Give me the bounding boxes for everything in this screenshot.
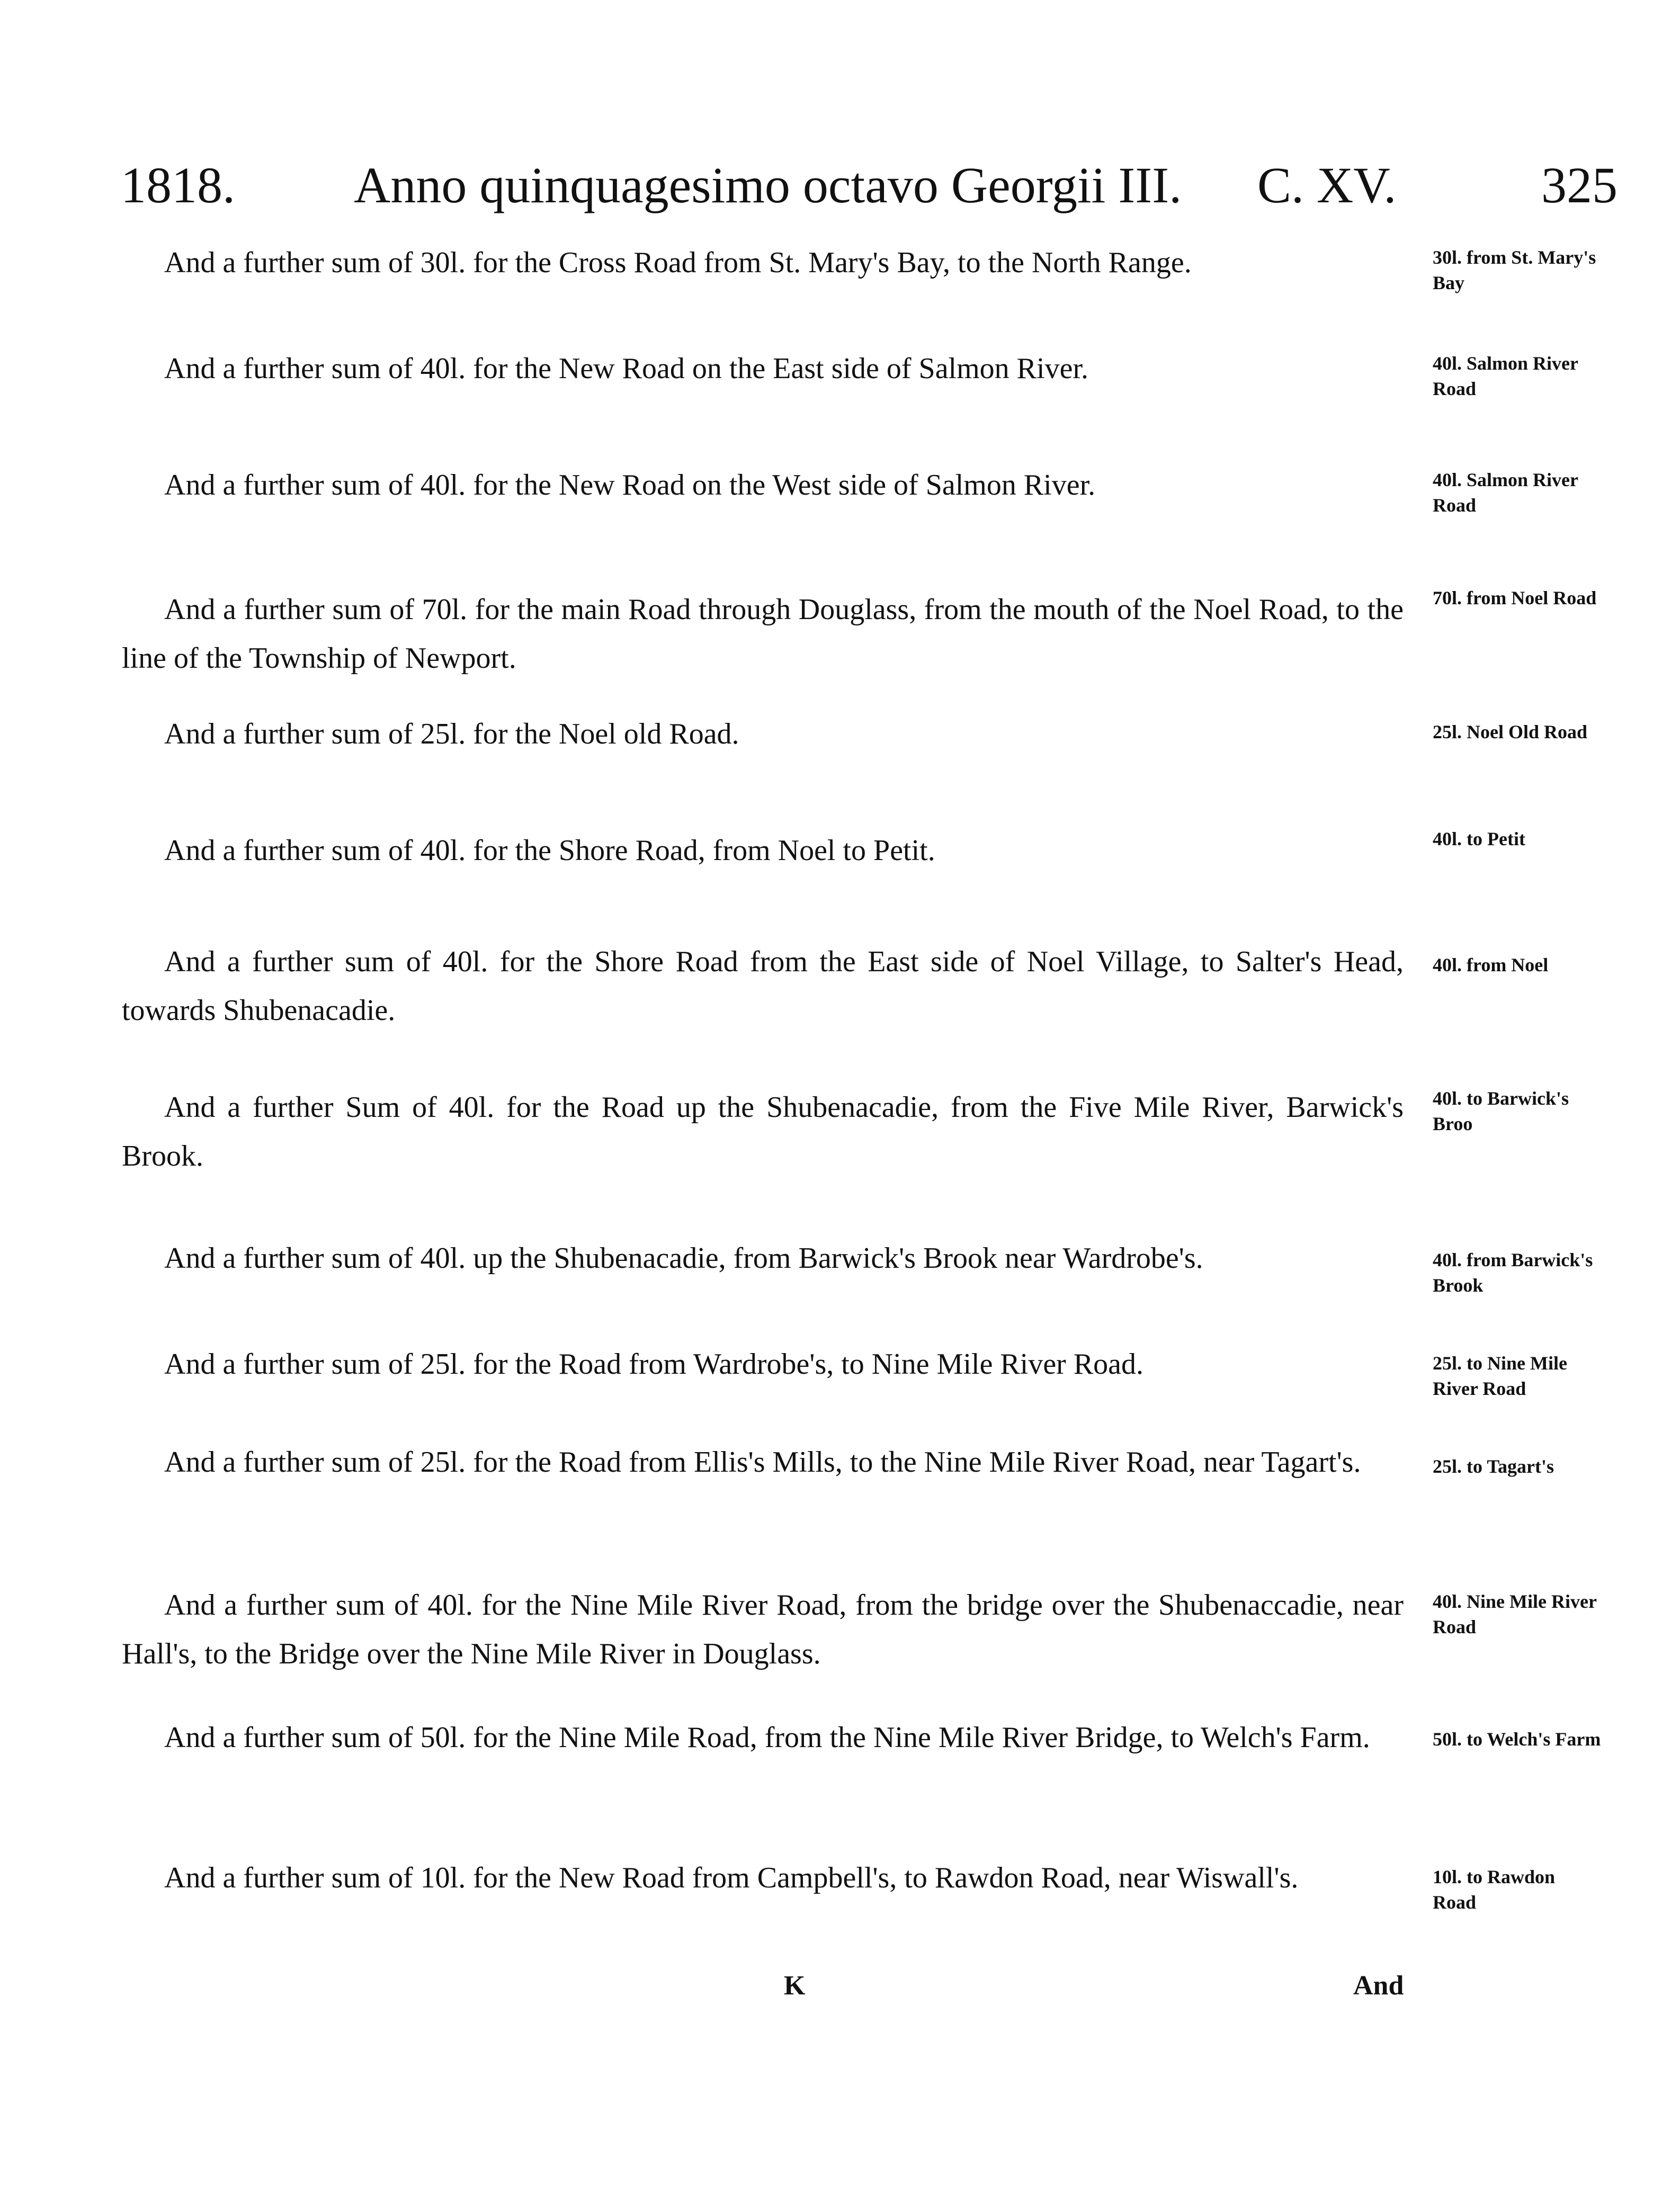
marginal-note: 40l. Nine Mile River Road xyxy=(1433,1591,1597,1637)
entry-paragraph xyxy=(122,344,1404,393)
marginal-note: 10l. to Rawdon Road xyxy=(1433,1866,1556,1913)
entry-paragraph xyxy=(122,1581,1404,1678)
entry-paragraph xyxy=(122,1713,1404,1762)
entry-paragraph xyxy=(122,710,1404,758)
entry-paragraph xyxy=(122,1234,1404,1283)
catchword: And xyxy=(1353,1971,1404,2001)
entry-text: And a further sum of 40l. for the New Road on the West side of Salmon River. xyxy=(164,469,1096,502)
entry-text: And a further sum of 40l. up the Shubenacadie, from Barwick's Brook near Wardrobe's. xyxy=(164,1242,1203,1275)
marginal-note: 40l. Salmon River Road xyxy=(1433,469,1578,516)
entry-paragraph xyxy=(122,1854,1404,1902)
entry-text: And a further sum of 25l. for the Road from Wardrobe's, to Nine Mile River Road. xyxy=(164,1348,1144,1381)
entry-text: And a further Sum of 40l. for the Road up the Shubenacadie, from the Five Mile River, Barwick's Brook. xyxy=(122,1091,1404,1172)
marginal-note: 25l. Noel Old Road xyxy=(1433,721,1588,742)
header-chapter: C. XV. xyxy=(1257,157,1397,213)
signature-mark: K xyxy=(784,1971,806,2001)
entry-paragraph xyxy=(122,238,1404,287)
marginal-note: 40l. from Noel xyxy=(1433,954,1549,975)
entry-paragraph xyxy=(122,1340,1404,1389)
marginal-note: 30l. from St. Mary's Bay xyxy=(1433,247,1596,293)
entry-text: And a further sum of 10l. for the New Road from Campbell's, to Rawdon Road, near Wiswall's. xyxy=(164,1861,1299,1894)
marginal-note: 40l. to Barwick's Broo xyxy=(1433,1088,1569,1134)
entry-paragraph xyxy=(122,1438,1404,1487)
entry-paragraph xyxy=(122,826,1404,875)
entry-text: And a further sum of 70l. for the main Road through Douglass, from the mouth of the Noel Road, to the line of the Township of Newport. xyxy=(122,593,1404,675)
marginal-note: 25l. to Nine Mile River Road xyxy=(1433,1353,1567,1399)
page-number: 325 xyxy=(1541,157,1618,213)
marginal-note: 50l. to Welch's Farm xyxy=(1433,1729,1601,1750)
header-title: Anno quinquagesimo octavo Georgii III. xyxy=(354,157,1182,213)
marginal-note: 40l. to Petit xyxy=(1433,828,1525,849)
marginal-note: 40l. from Barwick's Brook xyxy=(1433,1249,1593,1296)
marginal-note: 40l. Salmon River Road xyxy=(1433,353,1578,399)
entry-paragraph xyxy=(122,585,1404,683)
entry-text: And a further sum of 50l. for the Nine Mile Road, from the Nine Mile River Bridge, to Welch's Farm. xyxy=(164,1721,1370,1754)
running-header xyxy=(121,154,1618,217)
header-year: 1818. xyxy=(121,157,235,213)
entry-text: And a further sum of 25l. for the Road from Ellis's Mills, to the Nine Mile River Road, near Tagart's. xyxy=(164,1446,1361,1479)
entry-text: And a further sum of 40l. for the Nine Mile River Road, from the bridge over the Shubenaccadie, near Hall's, to the Bridge over the Nine Mile River in Douglass. xyxy=(122,1589,1404,1670)
entry-paragraph xyxy=(122,1083,1404,1180)
entry-text: And a further sum of 30l. for the Cross Road from St. Mary's Bay, to the North Range. xyxy=(164,246,1192,279)
entry-text: And a further sum of 40l. for the Shore Road from the East side of Noel Village, to Salter's Head, towards Shubenacadie. xyxy=(122,945,1404,1027)
entry-text: And a further sum of 25l. for the Noel old Road. xyxy=(164,718,739,750)
entry-text: And a further sum of 40l. for the Shore Road, from Noel to Petit. xyxy=(164,834,935,867)
entry-paragraph xyxy=(122,461,1404,509)
entry-text: And a further sum of 40l. for the New Road on the East side of Salmon River. xyxy=(164,352,1088,385)
marginal-note: 70l. from Noel Road xyxy=(1433,587,1597,608)
marginal-note: 25l. to Tagart's xyxy=(1433,1456,1554,1477)
entry-paragraph xyxy=(122,937,1404,1035)
